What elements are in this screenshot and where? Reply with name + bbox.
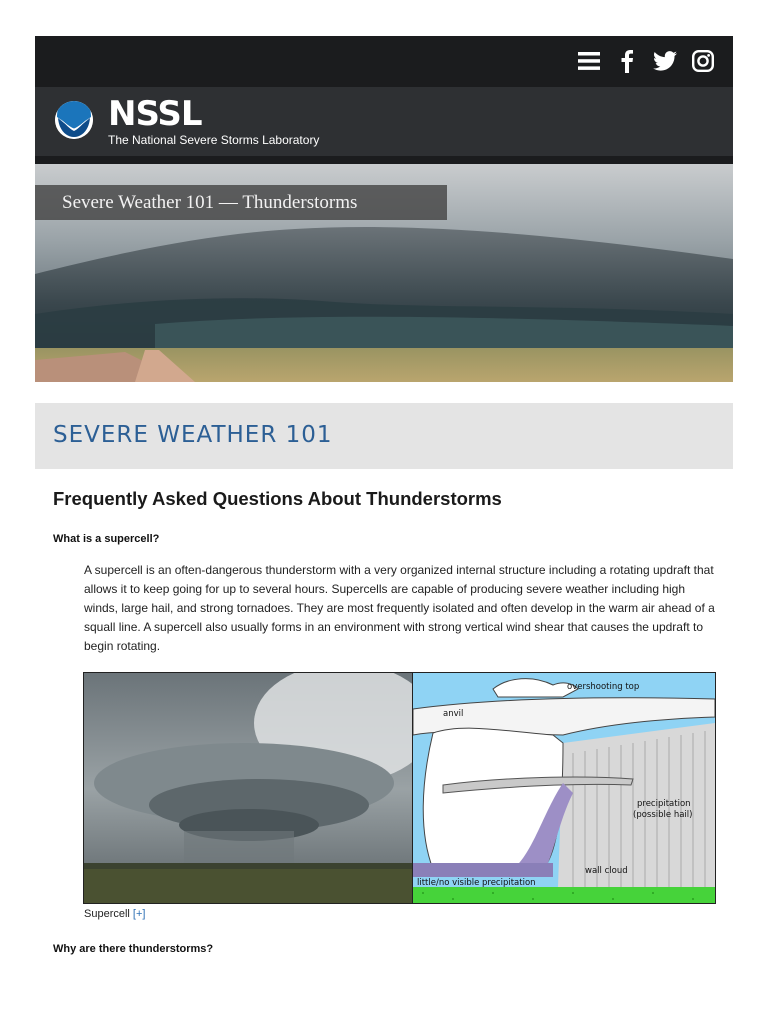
twitter-icon[interactable] <box>653 48 677 74</box>
label-anvil: anvil <box>443 709 464 719</box>
hero-banner <box>35 164 733 382</box>
social-icons <box>577 48 715 74</box>
figure-caption <box>84 908 145 920</box>
question-why-thunderstorms[interactable]: Why are there thunderstorms? <box>53 943 214 955</box>
brand-subtitle: The National Severe Storms Laboratory <box>108 133 320 147</box>
brand-bar-divider <box>35 156 733 164</box>
section-heading: SEVERE WEATHER 101 <box>53 422 333 448</box>
figure-caption-text: Supercell <box>84 908 130 920</box>
hero-caption: Severe Weather 101 — Thunderstorms <box>35 185 447 220</box>
answer-supercell: A supercell is an often-dangerous thunderstorm with a very organized internal structure including a rotating updraft that allows it to keep going for up to several hours. Supercells are capable of producing severe weather including high winds, large hail, and strong tornadoes. They are most frequently isolated and often develop in the warm air ahead of a squall line. A supercell also usually forms in an environment with strong vertical wind shear that causes the updraft to begin rotating. <box>84 563 715 653</box>
faq-title: Frequently Asked Questions About Thunderstorms <box>53 488 502 509</box>
instagram-icon[interactable] <box>691 48 715 74</box>
menu-icon[interactable] <box>577 48 601 74</box>
figure-expand-link[interactable]: [+] <box>132 908 146 920</box>
brand-title[interactable]: NSSL <box>108 94 202 134</box>
section-header <box>35 403 733 469</box>
question-supercell: What is a supercell? <box>53 533 160 545</box>
facebook-icon[interactable] <box>615 48 639 74</box>
supercell-photo <box>84 673 412 904</box>
supercell-diagram <box>413 673 715 904</box>
brand-bar <box>35 87 733 156</box>
label-wall-cloud: wall cloud <box>585 866 628 876</box>
label-overshooting-top: overshooting top <box>567 682 640 692</box>
top-bar <box>35 36 733 87</box>
label-little-precip: little/no visible precipitation <box>417 878 536 888</box>
label-possible-hail: (possible hail) <box>633 810 693 820</box>
supercell-figure[interactable] <box>83 672 716 904</box>
label-precipitation: precipitation <box>637 799 691 809</box>
noaa-logo-icon[interactable] <box>55 101 93 139</box>
